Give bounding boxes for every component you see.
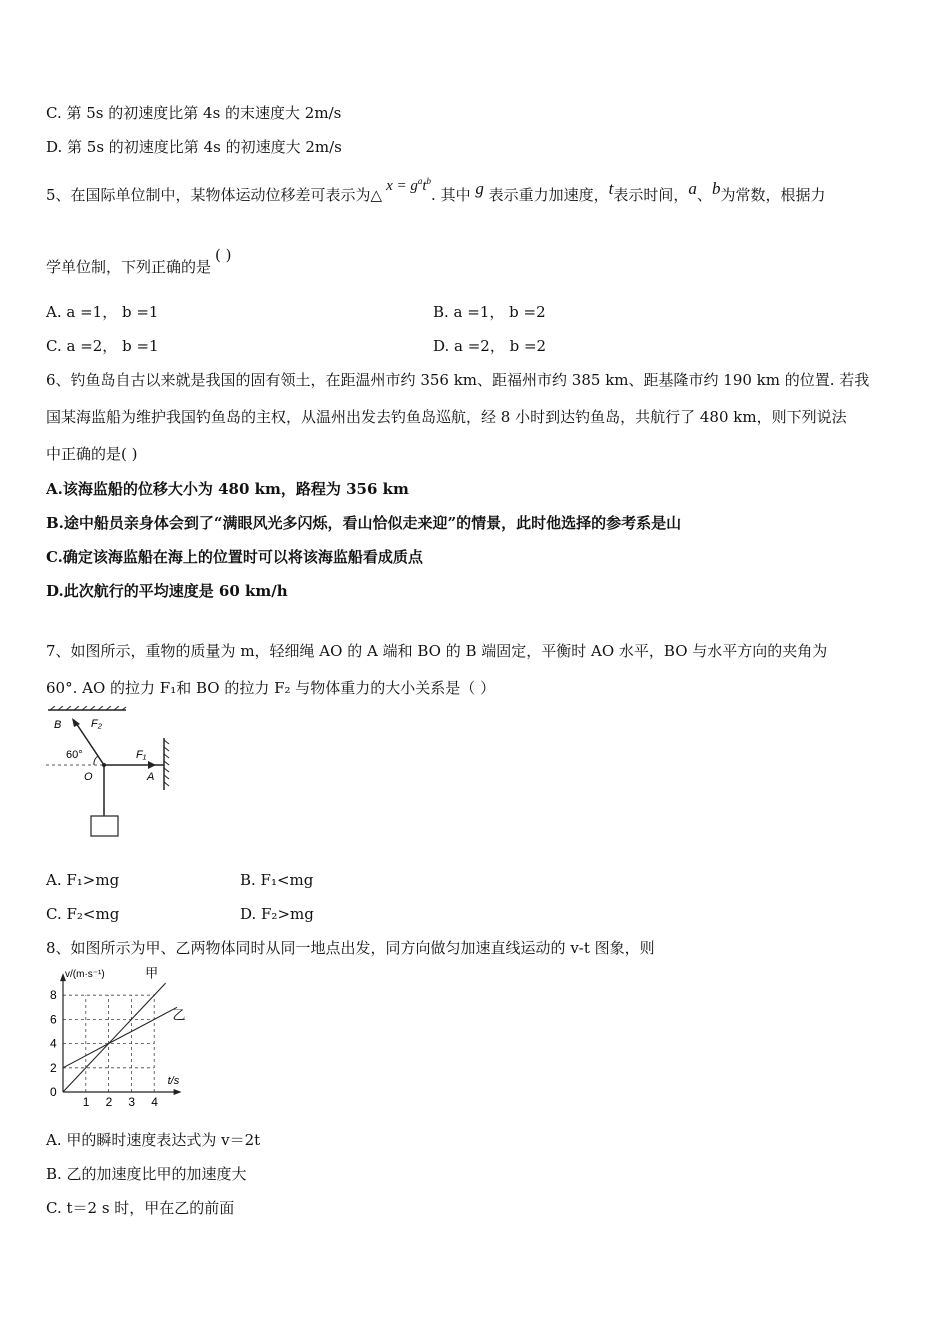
x-axis-arrow [174,1089,182,1095]
chart-labels [50,965,185,1109]
q5-stem-b: . 其中 [431,186,471,204]
q7-stem-line-2: 60°. AO 的拉力 F₁和 BO 的拉力 F₂ 与物体重力的大小关系是（ ） [46,679,496,697]
label-f2: F₂ [91,718,102,730]
q5-symbol-b: b [711,179,721,198]
f1-arrowhead [148,761,156,769]
label-o: O [84,771,93,783]
q8-option-b: B. 乙的加速度比甲的加速度大 [46,1165,247,1183]
series-line-yi [63,1007,177,1068]
q5-option-c: C. a =2， b =1 [46,337,159,355]
q5-option-a: A. a =1， b =1 [46,303,159,321]
q8-stem: 8、如图所示为甲、乙两物体同时从同一地点出发，同方向做匀加速直线运动的 v-t 图象，则 [46,939,655,957]
q5-answer-paren: ( ) [215,246,232,264]
series-name-jia: 甲 [145,965,159,981]
q7-option-c: C. F₂<mg [46,905,120,923]
q6-option-b: B.途中船员亲身体会到了“满眼风光多闪烁，看山恰似走来迎”的情景，此时他选择的参考系是山 [46,514,682,532]
x-tick-label: 4 [151,1095,158,1109]
q5-option-d: D. a =2， b =2 [433,337,547,355]
q7-option-a: A. F₁>mg [46,871,120,889]
q5-formula: $x = g^at^b$ [386,176,432,194]
q5-stem-c: 表示重力加速度， [488,186,609,204]
y-axis-label: v/(m·s⁻¹) [65,969,105,981]
q6-option-a: A.该海监船的位移大小为 480 km，路程为 356 km [46,480,409,498]
origin-label: 0 [50,1085,57,1099]
q5-sep: 、 [696,186,712,204]
q4-option-c: C. 第 5s 的初速度比第 4s 的末速度大 2m/s [46,104,342,122]
label-a: A [147,771,155,783]
q6-stem-line-2: 国某海监船为维护我国钓鱼岛的主权，从温州出发去钓鱼岛巡航，经 8 小时到达钓鱼岛，共航行了 480 km，则下列说法 [46,408,847,426]
chart-series [63,983,177,1092]
y-tick-label: 2 [50,1060,57,1075]
q5-option-b: B. a =1， b =2 [433,303,546,321]
q6-option-c: C.确定该海监船在海上的位置时可以将该海监船看成质点 [46,548,423,566]
q5-stem-f: 学单位制，下列正确的是 [46,258,212,276]
q6-option-d: D.此次航行的平均速度是 60 km/h [46,582,288,600]
q6-stem-line-3: 中正确的是( ) [46,445,138,463]
q4-option-d: D. 第 5s 的初速度比第 4s 的初速度大 2m/s [46,138,342,156]
q5-stem-d: 表示时间， [613,186,689,204]
q8-option-a: A. 甲的瞬时速度表达式为 v＝2t [46,1131,261,1149]
series-line-jia [63,983,166,1092]
q5-symbol-g: g [475,179,484,198]
label-f1: F₁ [136,749,147,761]
q5-stem-line-1 [46,176,826,206]
chart-axes [60,973,182,1095]
q5-stem-e: 为常数，根据力 [720,186,826,204]
q7-option-d: D. F₂>mg [240,905,314,923]
q5-symbol-t: t [608,179,614,198]
q7-stem-line-1: 7、如图所示，重物的质量为 m，轻细绳 AO 的 A 端和 BO 的 B 端固定，平衡时 AO 水平，BO 与水平方向的夹角为 [46,642,828,660]
q8-option-c: C. t＝2 s 时，甲在乙的前面 [46,1199,235,1217]
q7-force-diagram [44,706,174,838]
q8-vt-chart [40,965,210,1113]
y-tick-label: 6 [50,1012,57,1027]
angle-arc [94,756,98,765]
q5-symbol-a: a [688,179,697,198]
weight-box [91,816,118,836]
x-tick-label: 1 [82,1095,90,1109]
q7-option-b: B. F₁<mg [240,871,314,889]
f2-arrowhead [72,718,80,727]
x-tick-label: 3 [128,1095,136,1109]
q5-stem-a: 5、在国际单位制中，某物体运动位移差可表示为△ [46,186,383,204]
label-b: B [54,719,62,731]
label-angle: 60° [66,749,83,761]
x-axis-label: t/s [167,1075,180,1087]
series-name-yi: 乙 [172,1007,186,1023]
x-tick-label: 2 [105,1095,113,1109]
y-tick-label: 8 [50,988,57,1003]
q6-stem-line-1: 6、钓鱼岛自古以来就是我国的固有领土，在距温州市约 356 km、距福州市约 385 km、距基隆市约 190 km 的位置. 若我 [46,371,870,389]
q5-stem-line-2 [46,246,232,277]
y-tick-label: 4 [50,1036,57,1051]
